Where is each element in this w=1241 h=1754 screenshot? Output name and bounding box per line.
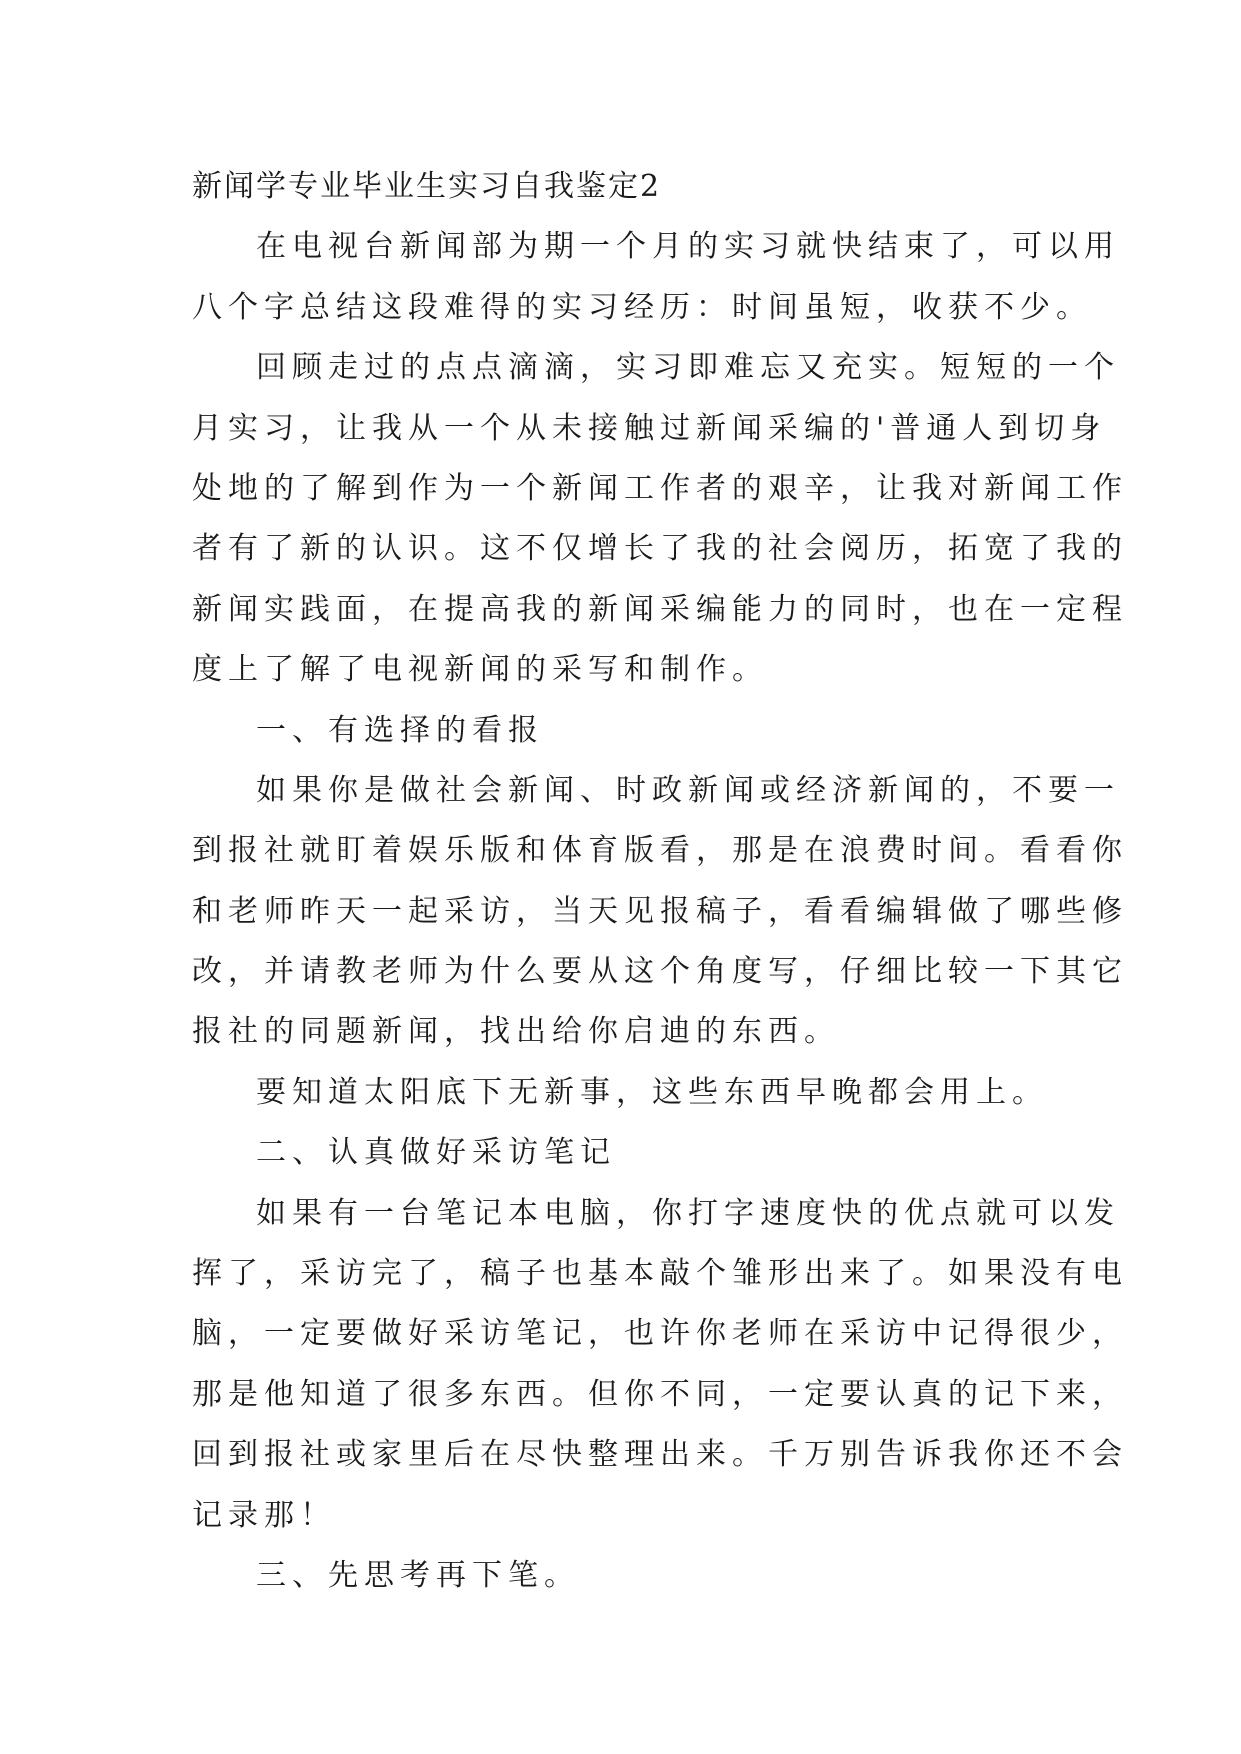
- document-title: 新闻学专业毕业生实习自我鉴定2: [192, 169, 662, 204]
- section-heading: 二、认真做好采访笔记: [256, 1135, 616, 1171]
- paragraph-line: 者有了新的认识。这不仅增长了我的社会阅历，拓宽了我的: [192, 531, 1128, 567]
- paragraph-line: 记录那！: [192, 1497, 336, 1533]
- paragraph-line: 新闻实践面，在提高我的新闻采编能力的同时，也在一定程: [192, 591, 1128, 627]
- paragraph-line: 在电视台新闻部为期一个月的实习就快结束了，可以用: [256, 229, 1120, 265]
- paragraph-line: 度上了解了电视新闻的采写和制作。: [192, 652, 768, 688]
- paragraph-line: 脑，一定要做好采访笔记，也许你老师在采访中记得很少，: [192, 1316, 1128, 1352]
- paragraph-line: 要知道太阳底下无新事，这些东西早晚都会用上。: [256, 1074, 1048, 1110]
- paragraph-line: 回顾走过的点点滴滴，实习即难忘又充实。短短的一个: [256, 350, 1120, 386]
- paragraph-line: 处地的了解到作为一个新闻工作者的艰辛，让我对新闻工作: [192, 470, 1128, 506]
- paragraph-line: 如果有一台笔记本电脑，你打字速度快的优点就可以发: [256, 1195, 1120, 1231]
- paragraph-line: 如果你是做社会新闻、时政新闻或经济新闻的，不要一: [256, 772, 1120, 808]
- paragraph-line: 报社的同题新闻，找出给你启迪的东西。: [192, 1014, 840, 1050]
- paragraph-line: 和老师昨天一起采访，当天见报稿子，看看编辑做了哪些修: [192, 893, 1128, 929]
- paragraph-line: 到报社就盯着娱乐版和体育版看，那是在浪费时间。看看你: [192, 833, 1128, 869]
- section-heading: 三、先思考再下笔。: [256, 1557, 580, 1593]
- paragraph-line: 月实习，让我从一个从未接触过新闻采编的'普通人到切身: [192, 410, 1107, 446]
- paragraph-line: 改，并请教老师为什么要从这个角度写，仔细比较一下其它: [192, 954, 1128, 990]
- paragraph-line: 挥了，采访完了，稿子也基本敲个雏形出来了。如果没有电: [192, 1256, 1128, 1292]
- paragraph-line: 回到报社或家里后在尽快整理出来。千万别告诉我你还不会: [192, 1437, 1128, 1473]
- paragraph-line: 那是他知道了很多东西。但你不同，一定要认真的记下来，: [192, 1376, 1128, 1412]
- section-heading: 一、有选择的看报: [256, 712, 544, 748]
- document-body: [192, 157, 1128, 1606]
- paragraph-line: 八个字总结这段难得的实习经历：时间虽短，收获不少。: [192, 289, 1092, 325]
